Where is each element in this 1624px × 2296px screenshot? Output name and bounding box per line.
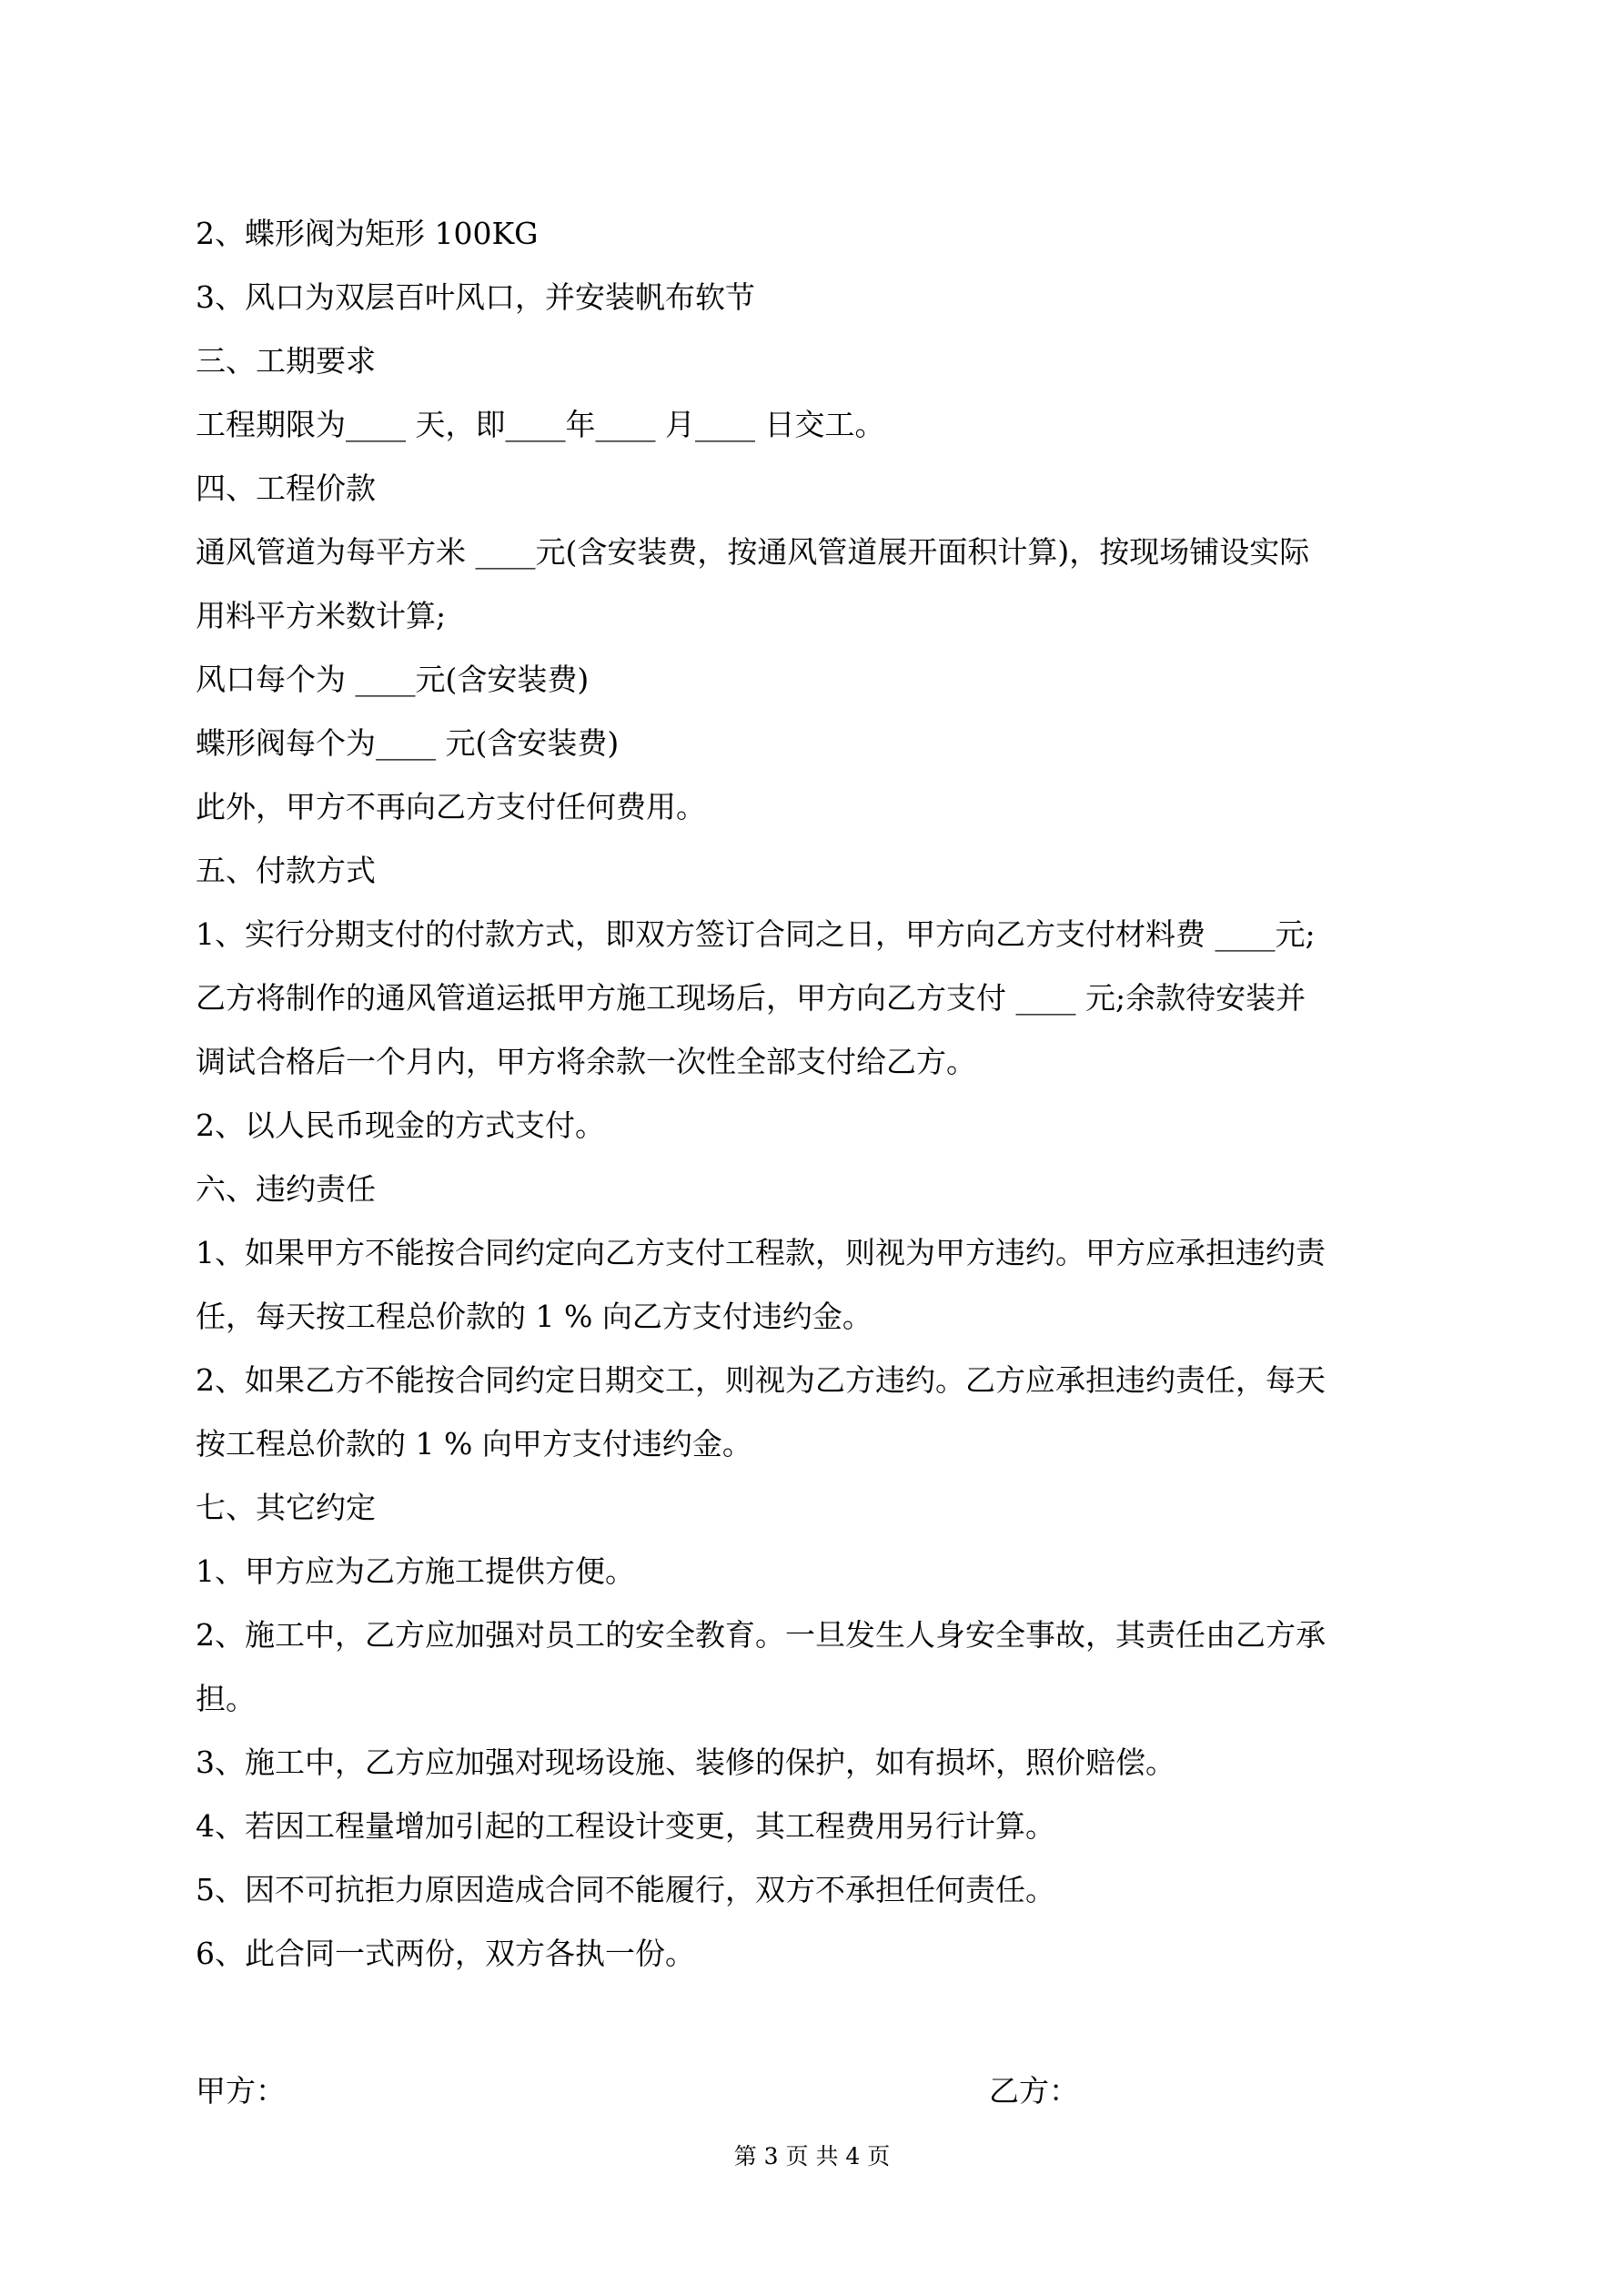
contract-body <box>196 202 1442 1986</box>
text-line: 3、施工中，乙方应加强对现场设施、装修的保护，如有损坏，照价赔偿。 <box>196 1745 1175 1780</box>
section-heading: 六、违约责任 <box>196 1171 376 1207</box>
text-line: 工程期限为____ 天，即____年____ 月____ 日交工。 <box>196 407 885 442</box>
text-line: 6、此合同一式两份，双方各执一份。 <box>196 1936 695 1971</box>
section-heading: 四、工程价款 <box>196 470 376 506</box>
signature-row <box>196 2059 1442 2123</box>
text-line: 蝶形阀每个为____ 元(含安装费) <box>196 725 620 761</box>
text-line: 1、实行分期支付的付款方式，即双方签订合同之日，甲方向乙方支付材料费 ____元; <box>196 916 1316 952</box>
text-line: 5、因不可抗拒力原因造成合同不能履行，双方不承担任何责任。 <box>196 1872 1055 1907</box>
section-heading: 五、付款方式 <box>196 853 376 888</box>
text-line: 4、若因工程量增加引起的工程设计变更，其工程费用另行计算。 <box>196 1808 1055 1844</box>
text-line: 按工程总价款的 1 % 向甲方支付违约金。 <box>196 1426 752 1462</box>
text-line: 3、风口为双层百叶风口，并安装帆布软节 <box>196 279 755 315</box>
text-line: 2、蝶形阀为矩形 100KG <box>196 216 539 251</box>
text-line: 1、甲方应为乙方施工提供方便。 <box>196 1553 635 1589</box>
text-line: 风口每个为 ____元(含安装费) <box>196 662 590 697</box>
section-heading: 七、其它约定 <box>196 1490 376 1525</box>
text-line: 通风管道为每平方米 ____元(含安装费，按通风管道展开面积计算)，按现场铺设实际 <box>196 534 1310 570</box>
text-line: 2、以人民币现金的方式支付。 <box>196 1108 605 1143</box>
section-heading: 三、工期要求 <box>196 343 376 379</box>
text-line: 1、如果甲方不能按合同约定向乙方支付工程款，则视为甲方违约。甲方应承担违约责 <box>196 1235 1326 1270</box>
text-line: 任，每天按工程总价款的 1 % 向乙方支付违约金。 <box>196 1299 873 1334</box>
text-line: 2、如果乙方不能按合同约定日期交工，则视为乙方违约。乙方应承担违约责任，每天 <box>196 1362 1326 1398</box>
party-a-label: 甲方： <box>196 2073 286 2109</box>
text-line: 用料平方米数计算; <box>196 598 447 633</box>
text-line: 担。 <box>196 1681 256 1716</box>
text-line: 此外，甲方不再向乙方支付任何费用。 <box>196 789 706 824</box>
text-line: 调试合格后一个月内，甲方将余款一次性全部支付给乙方。 <box>196 1044 976 1079</box>
page-number-footer: 第 3 页 共 4 页 <box>733 2143 891 2170</box>
text-line: 乙方将制作的通风管道运抵甲方施工现场后，甲方向乙方支付 ____ 元;余款待安装并 <box>196 980 1306 1016</box>
text-line: 2、施工中，乙方应加强对员工的安全教育。一旦发生人身安全事故，其责任由乙方承 <box>196 1617 1326 1653</box>
party-b-label: 乙方： <box>989 2073 1079 2109</box>
